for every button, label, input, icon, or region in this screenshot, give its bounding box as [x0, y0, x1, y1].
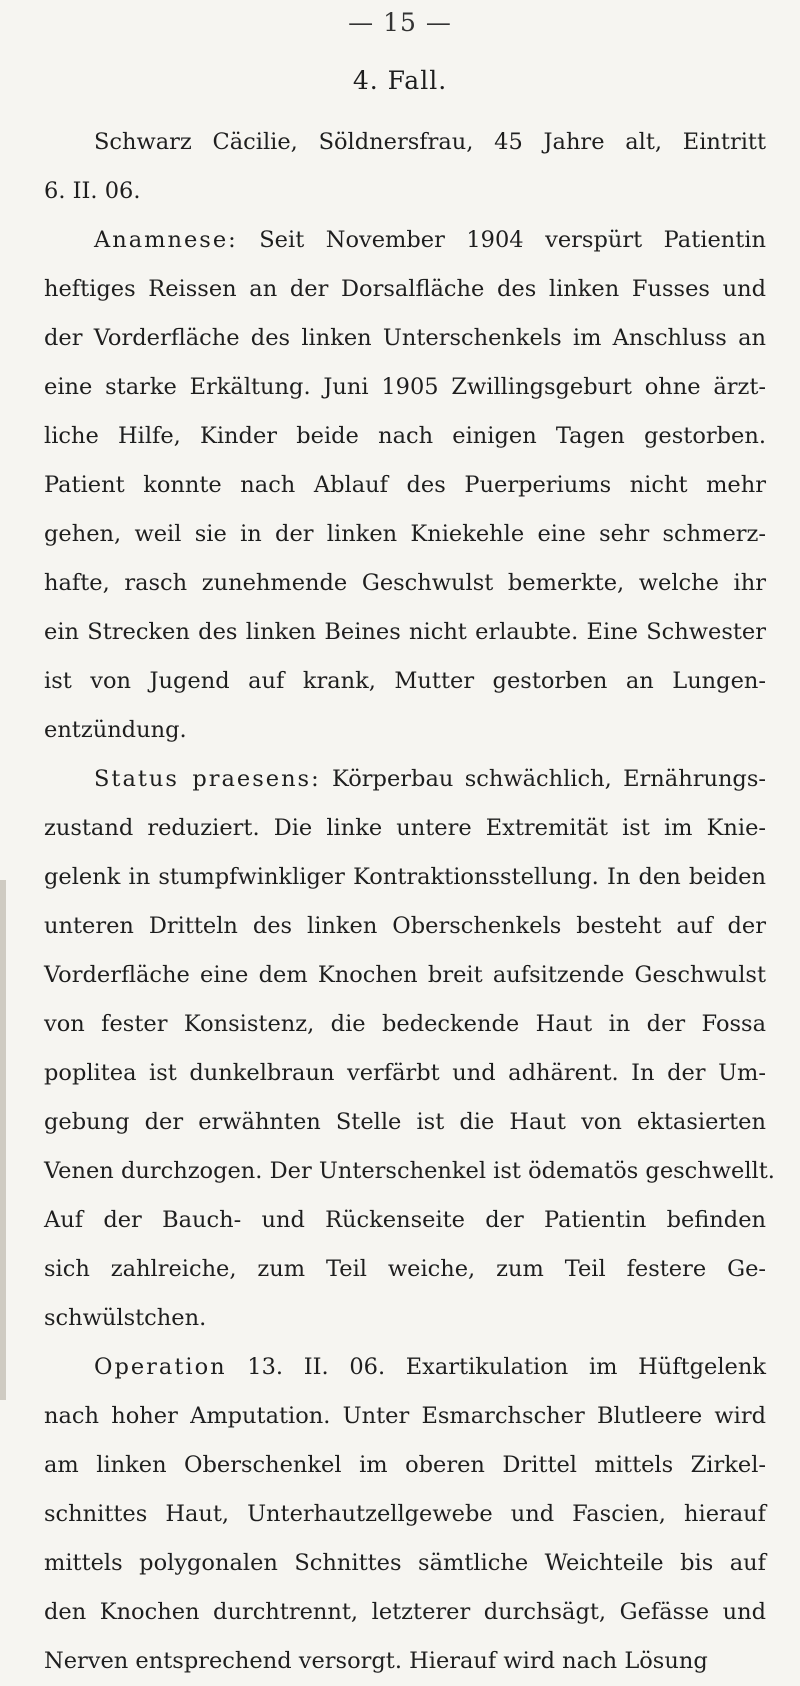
text-line — [44, 1147, 775, 1196]
text-line — [44, 363, 766, 412]
text-line — [44, 314, 766, 363]
text-line — [44, 804, 766, 853]
text-line — [44, 1294, 766, 1343]
line-text: poplitea ist dunkelbraun verfärbt und adhärent. In der Um- — [44, 1060, 766, 1086]
text-line — [44, 608, 766, 657]
text-line — [44, 167, 766, 216]
text-line — [44, 461, 766, 510]
text-line — [44, 1098, 766, 1147]
text-line — [44, 118, 766, 167]
line-text: 6. II. 06. — [44, 178, 141, 204]
line-text: schwülstchen. — [44, 1305, 207, 1331]
line-text: der Vorderfläche des linken Unterschenkels im Anschluss an — [44, 325, 766, 351]
text-line — [44, 951, 766, 1000]
text-line — [44, 412, 766, 461]
text-line — [44, 657, 766, 706]
line-text: gebung der erwähnten Stelle ist die Haut von ektasierten — [44, 1109, 766, 1135]
line-text: heftiges Reissen an der Dorsalfläche des linken Fusses und — [44, 276, 766, 302]
text-line — [44, 559, 766, 608]
text-line — [44, 1441, 766, 1490]
text-line — [44, 510, 766, 559]
section-lead: Operation — [94, 1354, 227, 1380]
line-text: Schwarz Cäcilie, Söldnersfrau, 45 Jahre alt, Eintritt — [94, 129, 766, 155]
line-text: nach hoher Amputation. Unter Esmarchscher Blutleere wird — [44, 1403, 766, 1429]
text-line — [44, 1637, 766, 1686]
case-heading: 4. Fall. — [352, 66, 448, 95]
line-text: ein Strecken des linken Beines nicht erlaubte. Eine Schwester — [44, 619, 766, 645]
line-text: Nerven entsprechend versorgt. Hierauf wird nach Lösung — [44, 1648, 708, 1674]
text-line — [44, 265, 766, 314]
line-text: von fester Konsistenz, die bedeckende Haut in der Fossa — [44, 1011, 766, 1037]
line-text: gehen, weil sie in der linken Kniekehle eine sehr schmerz- — [44, 521, 766, 547]
body-text — [44, 118, 775, 1686]
line-text: hafte, rasch zunehmende Geschwulst bemerkte, welche ihr — [44, 570, 766, 596]
text-line — [44, 216, 766, 265]
line-text: den Knochen durchtrennt, letzterer durchsägt, Gefässe und — [44, 1599, 766, 1625]
text-line — [44, 1196, 766, 1245]
line-text: liche Hilfe, Kinder beide nach einigen Tagen gestorben. — [44, 423, 766, 449]
line-text: sich zahlreiche, zum Teil weiche, zum Teil festere Ge- — [44, 1256, 766, 1282]
line-text: ist von Jugend auf krank, Mutter gestorben an Lungen- — [44, 668, 766, 694]
section-lead: Status praesens: — [94, 766, 321, 792]
line-text: Auf der Bauch- und Rückenseite der Patientin befinden — [44, 1207, 766, 1233]
text-line — [44, 902, 766, 951]
text-line — [44, 853, 766, 902]
line-text: am linken Oberschenkel im oberen Drittel mittels Zirkel- — [44, 1452, 766, 1478]
text-line — [44, 1245, 766, 1294]
line-text: Venen durchzogen. Der Unterschenkel ist ödematös geschwellt. — [44, 1158, 775, 1184]
line-text: zustand reduziert. Die linke untere Extremität ist im Knie- — [44, 815, 766, 841]
text-line — [44, 1000, 766, 1049]
page-number: — 15 — — [348, 8, 452, 37]
text-line — [44, 1490, 766, 1539]
line-text: mittels polygonalen Schnittes sämtliche Weichteile bis auf — [44, 1550, 766, 1576]
text-line — [44, 1343, 766, 1392]
text-line — [44, 755, 766, 804]
line-text: Körperbau schwächlich, Ernährungs- — [320, 766, 766, 792]
text-line — [44, 1539, 766, 1588]
text-line — [44, 706, 766, 755]
section-lead: Anamnese: — [94, 227, 238, 253]
binding-shadow — [0, 880, 6, 1400]
line-text: Seit November 1904 verspürt Patientin — [237, 227, 766, 253]
text-line — [44, 1588, 766, 1637]
line-text: schnittes Haut, Unterhautzellgewebe und Fascien, hierauf — [44, 1501, 766, 1527]
line-text: Vorderfläche eine dem Knochen breit aufsitzende Geschwulst — [44, 962, 766, 988]
line-text: unteren Dritteln des linken Oberschenkels besteht auf der — [44, 913, 766, 939]
text-line — [44, 1392, 766, 1441]
line-text: Patient konnte nach Ablauf des Puerperiums nicht mehr — [44, 472, 766, 498]
line-text: eine starke Erkältung. Juni 1905 Zwillingsgeburt ohne ärzt- — [44, 374, 766, 400]
line-text: 13. II. 06. Exartikulation im Hüftgelenk — [226, 1354, 766, 1380]
line-text: entzündung. — [44, 717, 187, 743]
line-text: gelenk in stumpfwinkliger Kontraktionsstellung. In den beiden — [44, 864, 766, 890]
text-line — [44, 1049, 766, 1098]
